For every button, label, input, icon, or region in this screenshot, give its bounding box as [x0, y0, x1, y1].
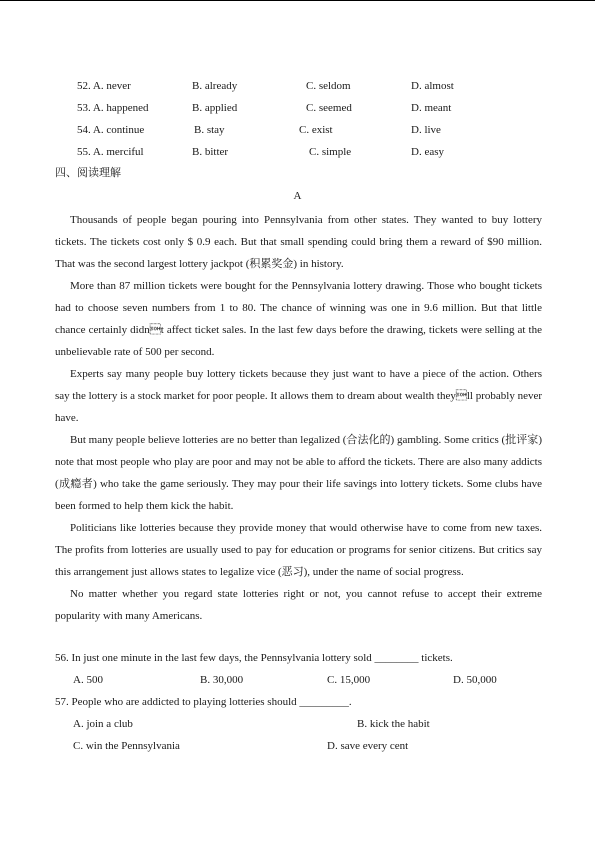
question-56-stem: 56. In just one minute in the last few days, the Pennsylvania lottery sold ________ tickets. — [55, 652, 453, 664]
option-d: D. easy — [411, 146, 444, 158]
option-c: C. seldom — [306, 80, 351, 92]
question-57-stem: 57. People who are addicted to playing lotteries should _________. — [55, 696, 352, 708]
paragraph: No matter whether you regard state lotteries right or not, you cannot refuse to accept their extreme popularity with many Americans. — [55, 588, 542, 622]
q56-option-b: B. 30,000 — [200, 674, 244, 686]
paragraph: Experts say many people buy lottery tickets because they just want to have a piece of the action. Others say the lottery is a stock market for poor people. It allows them to dream about wealth theyll probably never have. — [55, 368, 542, 424]
section-heading: 四、阅读理解 — [55, 167, 121, 179]
q56-option-d: D. 50,000 — [453, 674, 497, 686]
q57-option-b: B. kick the habit — [357, 718, 430, 730]
option-d: D. live — [411, 124, 441, 136]
question-55 — [0, 144, 595, 160]
option-c: C. simple — [309, 146, 352, 158]
paragraph: But many people believe lotteries are no better than legalized (合法化的) gambling. Some critics (批评家) note that most people who play are poor and may not be able to afford the tickets. There are also many addicts (成瘾者) who take the game seriously. They may pour their life savings into lottery tickets. Some clubs have been formed to help them kick the habit. — [55, 434, 542, 512]
paragraph: Thousands of people began pouring into Pennsylvania from other states. They wanted to buy lottery tickets. The tickets cost only $ 0.9 each. But that small spending could bring them a reward of $90 million. That was the second largest lottery jackpot (积累奖金) in history. — [55, 214, 542, 270]
option-c: C. seemed — [306, 102, 352, 114]
question-52 — [0, 78, 595, 94]
q56-option-c: C. 15,000 — [327, 674, 371, 686]
option-b: B. bitter — [192, 146, 229, 158]
q57-option-a: A. join a club — [73, 718, 133, 730]
question-53 — [0, 100, 595, 116]
paragraph: More than 87 million tickets were bought for the Pennsylvania lottery drawing. Those who bought tickets had to choose seven numbers from 1 to 80. The chance of winning was one in 9.6 million. But that little chance certainly didnt affect ticket sales. In the last few days before the drawing, tickets were selling at the unbelievable rate of 500 per second. — [55, 280, 542, 358]
option-d: D. almost — [411, 80, 454, 92]
q57-option-d: D. save every cent — [327, 740, 409, 752]
option-c: C. exist — [299, 124, 333, 136]
q57-option-c: C. win the Pennsylvania — [73, 740, 180, 752]
option-b: B. stay — [194, 124, 225, 136]
option-d: D. meant — [411, 102, 452, 114]
paragraph: Politicians like lotteries because they provide money that would otherwise have to come from new taxes. The profits from lotteries are usually used to pay for education or programs for senior citizens. But critics say this arrangement just allows states to legalize vice (恶习), under the name of social progress. — [55, 522, 542, 578]
option-a: 52. A. never — [77, 80, 131, 92]
option-a: 55. A. merciful — [77, 146, 144, 158]
passage-letter: A — [293, 190, 302, 202]
option-a: 54. A. continue — [77, 124, 145, 136]
question-54 — [0, 122, 595, 138]
reading-passage — [55, 209, 542, 627]
option-b: B. applied — [192, 102, 238, 114]
option-b: B. already — [192, 80, 238, 92]
option-a: 53. A. happened — [77, 102, 149, 114]
q56-option-a: A. 500 — [73, 674, 103, 686]
